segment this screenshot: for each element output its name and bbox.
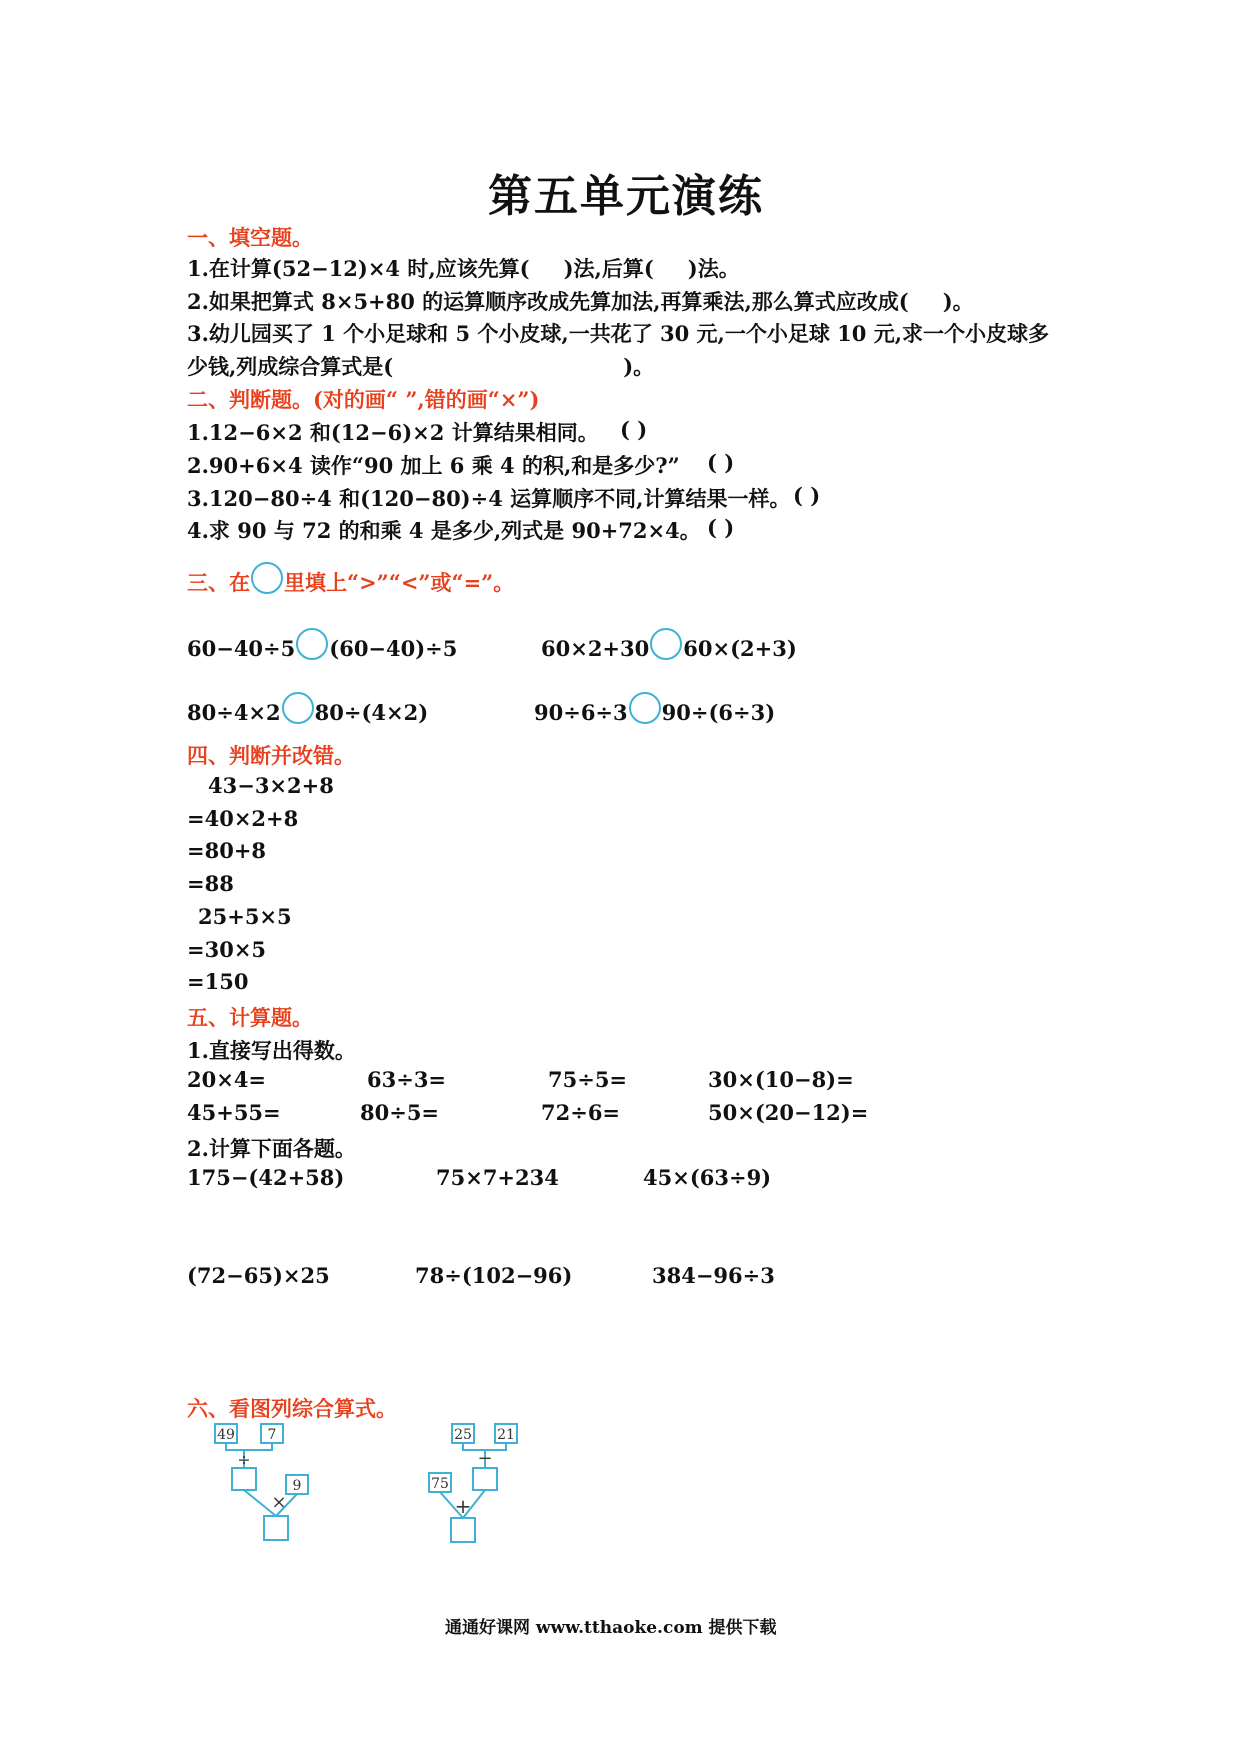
calc-problem: 78÷(102−96) bbox=[415, 1263, 573, 1288]
oral-calc: 30×(10−8)= bbox=[708, 1067, 854, 1092]
answer-box[interactable] bbox=[264, 1516, 288, 1540]
judge-paren-4: ( ) bbox=[707, 515, 735, 540]
judge-paren-1: ( ) bbox=[620, 417, 648, 442]
compare-item-1: 60−40÷5 (60−40)÷5 bbox=[187, 628, 457, 661]
diagram-number: 7 bbox=[267, 1427, 277, 1443]
tree-diagram-1 bbox=[210, 1420, 330, 1545]
judge-paren-2: ( ) bbox=[707, 450, 735, 475]
calc-problem: 75×7+234 bbox=[436, 1165, 559, 1190]
diagram-number: 75 bbox=[431, 1476, 449, 1492]
diagram-number: 21 bbox=[497, 1427, 515, 1443]
judge-item-4: 4.求 90 与 72 的和乘 4 是多少,列式是 90+72×4。 bbox=[187, 518, 701, 543]
compare-circle[interactable] bbox=[650, 628, 682, 660]
calc2-line: =150 bbox=[187, 969, 249, 994]
calc-problem: 175−(42+58) bbox=[187, 1165, 345, 1190]
diagram-number: 25 bbox=[454, 1427, 472, 1443]
answer-box[interactable] bbox=[232, 1468, 256, 1490]
diagram-number: 49 bbox=[217, 1427, 235, 1443]
question-1-1: 1.在计算(52−12)×4 时,应该先算( )法,后算( )法。 bbox=[187, 256, 740, 281]
oral-calc: 72÷6= bbox=[541, 1100, 621, 1125]
tree-diagram-2 bbox=[425, 1420, 545, 1545]
section-5-heading: 五、计算题。 bbox=[187, 1005, 313, 1030]
question-1-3-line1: 3.幼儿园买了 1 个小足球和 5 个小皮球,一共花了 30 元,一个小足球 10 元,求一个小皮球多 bbox=[187, 321, 1050, 346]
compare-item-2: 60×2+30 60×(2+3) bbox=[541, 628, 797, 661]
compare-circle[interactable] bbox=[282, 692, 314, 724]
diagram-number: 9 bbox=[292, 1478, 302, 1494]
calc-problem: 45×(63÷9) bbox=[643, 1165, 772, 1190]
compare-circle[interactable] bbox=[296, 628, 328, 660]
sub-heading-2: 2.计算下面各题。 bbox=[187, 1136, 356, 1161]
calc1-line: =80+8 bbox=[187, 838, 267, 863]
minus-icon: − bbox=[477, 1448, 493, 1469]
calc-problem: (72−65)×25 bbox=[187, 1263, 330, 1288]
section-3-heading: 三、在 里填上“>”“<”或“=”。 bbox=[187, 562, 514, 597]
answer-box[interactable] bbox=[473, 1468, 497, 1490]
circle-icon bbox=[251, 562, 283, 594]
compare-item-3: 80÷4×2 80÷(4×2) bbox=[187, 692, 428, 725]
section-1-heading: 一、填空题。 bbox=[187, 225, 313, 250]
divide-icon: ÷ bbox=[237, 1450, 251, 1469]
judge-paren-3: ( ) bbox=[793, 483, 821, 508]
calc1-line: =40×2+8 bbox=[187, 806, 299, 831]
oral-calc: 75÷5= bbox=[548, 1067, 628, 1092]
judge-item-3: 3.120−80÷4 和(120−80)÷4 运算顺序不同,计算结果一样。 bbox=[187, 486, 791, 511]
calc2-line: 25+5×5 bbox=[198, 904, 292, 929]
section-6-heading: 六、看图列综合算式。 bbox=[187, 1396, 397, 1421]
oral-calc: 80÷5= bbox=[360, 1100, 440, 1125]
plus-icon: + bbox=[454, 1494, 472, 1518]
oral-calc: 63÷3= bbox=[367, 1067, 447, 1092]
question-1-3-line2: 少钱,列成综合算式是( )。 bbox=[187, 354, 655, 379]
calc2-line: =30×5 bbox=[187, 937, 267, 962]
compare-circle[interactable] bbox=[629, 692, 661, 724]
calc-problem: 384−96÷3 bbox=[652, 1263, 775, 1288]
calc1-line: 43−3×2+8 bbox=[208, 773, 334, 798]
section-2-heading: 二、判断题。(对的画“ ”,错的画“×”) bbox=[187, 387, 540, 412]
section-4-heading: 四、判断并改错。 bbox=[187, 743, 355, 768]
question-1-2: 2.如果把算式 8×5+80 的运算顺序改成先算加法,再算乘法,那么算式应改成( )。 bbox=[187, 289, 974, 314]
page-title: 第五单元演练 bbox=[488, 171, 764, 222]
judge-item-1: 1.12−6×2 和(12−6)×2 计算结果相同。 bbox=[187, 420, 599, 445]
compare-item-4: 90÷6÷3 90÷(6÷3) bbox=[534, 692, 775, 725]
footer-text: 通通好课网 www.tthaoke.com 提供下载 bbox=[445, 1618, 777, 1638]
answer-box[interactable] bbox=[451, 1518, 475, 1542]
oral-calc: 20×4= bbox=[187, 1067, 267, 1092]
calc1-line: =88 bbox=[187, 871, 234, 896]
multiply-icon: × bbox=[271, 1492, 287, 1513]
oral-calc: 45+55= bbox=[187, 1100, 281, 1125]
sub-heading-1: 1.直接写出得数。 bbox=[187, 1038, 356, 1063]
oral-calc: 50×(20−12)= bbox=[708, 1100, 869, 1125]
judge-item-2: 2.90+6×4 读作“90 加上 6 乘 4 的积,和是多少?” bbox=[187, 453, 680, 478]
